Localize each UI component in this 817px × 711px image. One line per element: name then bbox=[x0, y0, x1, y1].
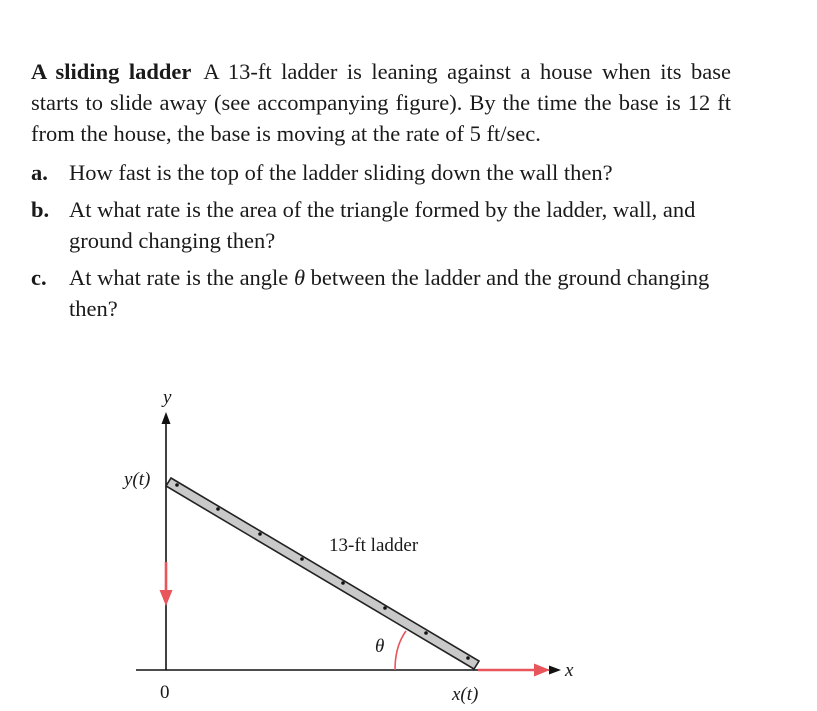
y-axis-label: y bbox=[163, 387, 172, 408]
ladder-rivet bbox=[175, 483, 179, 487]
ladder bbox=[166, 478, 479, 669]
x-axis-arrowhead bbox=[549, 666, 561, 675]
ladder-rivet bbox=[383, 606, 387, 610]
ladder-length-label: 13-ft ladder bbox=[329, 535, 419, 556]
x-axis-label: x bbox=[565, 660, 574, 681]
part-a-text: How fast is the top of the ladder sliding down the wall then? bbox=[69, 160, 613, 185]
part-c-text-after: between the ladder and the ground changing then? bbox=[69, 265, 710, 321]
problem-title: A sliding ladder bbox=[31, 59, 192, 84]
ladder-body bbox=[166, 478, 479, 669]
problem-intro-text: A 13-ft ladder is leaning against a house when its base starts to slide away (see accompanying figure). By the time the base is 12 ft from the house, the base is moving at the rate of 5 ft/sec. bbox=[31, 59, 731, 146]
part-a-label: a. bbox=[31, 160, 48, 185]
ladder-rivet bbox=[466, 656, 470, 660]
base-motion-arrowhead bbox=[534, 664, 550, 677]
top-of-ladder-label: y(t) bbox=[124, 469, 151, 490]
angle-arc bbox=[395, 631, 406, 670]
base-of-ladder-label: x(t) bbox=[452, 684, 479, 705]
top-motion-arrowhead bbox=[160, 590, 173, 606]
ladder-rivet bbox=[216, 507, 220, 511]
origin-label: 0 bbox=[160, 682, 170, 703]
ladder-rivet bbox=[258, 532, 262, 536]
ladder-rivet bbox=[424, 631, 428, 635]
part-c-text-before: At what rate is the angle bbox=[69, 265, 289, 290]
y-axis-arrowhead bbox=[162, 412, 171, 424]
ladder-rivet bbox=[341, 581, 345, 585]
ladder-rivet bbox=[300, 557, 304, 561]
part-b-text: At what rate is the area of the triangle formed by the ladder, wall, and ground changing then? bbox=[69, 197, 696, 253]
angle-label: θ bbox=[375, 636, 385, 657]
theta-symbol: θ bbox=[293, 265, 305, 290]
part-c-label: c. bbox=[31, 265, 47, 290]
part-b-label: b. bbox=[31, 197, 50, 222]
